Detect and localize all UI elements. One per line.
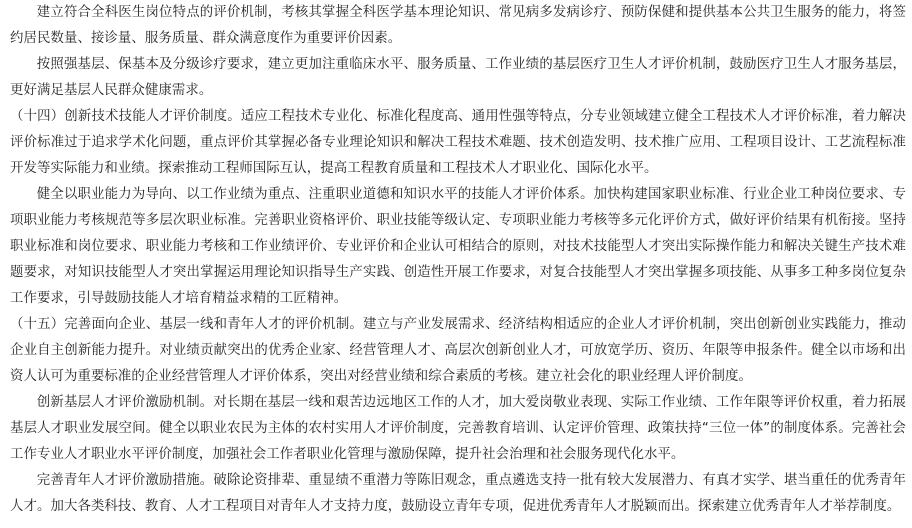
paragraph-section-14-technical-talent: （十四）创新技术技能人才评价制度。适应工程技术专业化、标准化程度高、通用性强等特点，分专业领域建立健全工程技术人才评价标准，着力解决评价标准过于追求学术化问题，重点评价其掌握必备专业理论知识和解决工程技术难题、技术创造发明、技术推广应用、工程项目设计、工艺流程标准开发等实际能力和业绩。探索推动工程师国际互认，提高工程教育质量和工程技术人才职业化、国际化水平。 [10,109,906,176]
paragraph-skilled-talent-system: 健全以职业能力为导向、以工作业绩为重点、注重职业道德和知识水平的技能人才评价体系。加快构建国家职业标准、行业企业工种岗位要求、专项职业能力考核规范等多层次职业标准。完善职业资格评价、职业技能等级认定、专项职业能力考核等多元化评价方式，做好评价结果有机衔接。坚持职业标准和岗位要求、职业能力考核和工作业绩评价、专业评价和企业认可相结合的原则，对技术技能型人才突出实际操作能力和解决关键生产技术难题要求，对知识技能型人才突出掌握运用理论知识指导生产实践、创造性开展工作要求，对复合技能型人才突出掌握多项技能、从事多工种多岗位复杂工作要求，引导鼓励技能人才培育精益求精的工匠精神。 [10,187,906,306]
paragraph-grassroots-medical-evaluation: 按照强基层、保基本及分级诊疗要求，建立更加注重临床水平、服务质量、工作业绩的基层医疗卫生人才评价机制，鼓励医疗卫生人才服务基层，更好满足基层人民群众健康需求。 [10,57,906,98]
paragraph-grassroots-talent-incentive: 创新基层人才评价激励机制。对长期在基层一线和艰苦边远地区工作的人才，加大爱岗敬业表现、实际工作业绩、工作年限等评价权重，着力拓展基层人才职业发展空间。健全以职业农民为主体的农村实用人才评价制度，完善教育培训、认定评价管理、政策扶持“三位一体”的制度体系。完善社会工作专业人才职业水平评价制度，加强社会工作者职业化管理与激励保障，提升社会治理和社会服务现代化水平。 [10,395,906,462]
paragraph-general-practitioner-evaluation: 建立符合全科医生岗位特点的评价机制，考核其掌握全科医学基本理论知识、常见病多发病诊疗、预防保健和提供基本公共卫生服务的能力，将签约居民数量、接诊量、服务质量、群众满意度作为重要评价因素。 [10,5,906,46]
paragraph-youth-talent-incentive: 完善青年人才评价激励措施。破除论资排辈、重显绩不重潜力等陈旧观念，重点遴选支持一批有较大发展潜力、有真才实学、堪当重任的优秀青年人才。加大各类科技、教育、人才工程项目对青年人才支持力度，鼓励设立青年专项，促进优秀青年人才脱颖而出。探索建立优秀青年人才举荐制度。 [10,473,906,514]
paragraph-section-15-enterprise-talent: （十五）完善面向企业、基层一线和青年人才的评价机制。建立与产业发展需求、经济结构相适应的企业人才评价机制，突出创新创业实践能力，推动企业自主创新能力提升。对业绩贡献突出的优秀企业家、经营管理人才、高层次创新创业人才，可放宽学历、资历、年限等申报条件。健全以市场和出资人认可为重要标准的企业经营管理人才评价体系，突出对经营业绩和综合素质的考核。建立社会化的职业经理人评价制度。 [10,317,906,384]
